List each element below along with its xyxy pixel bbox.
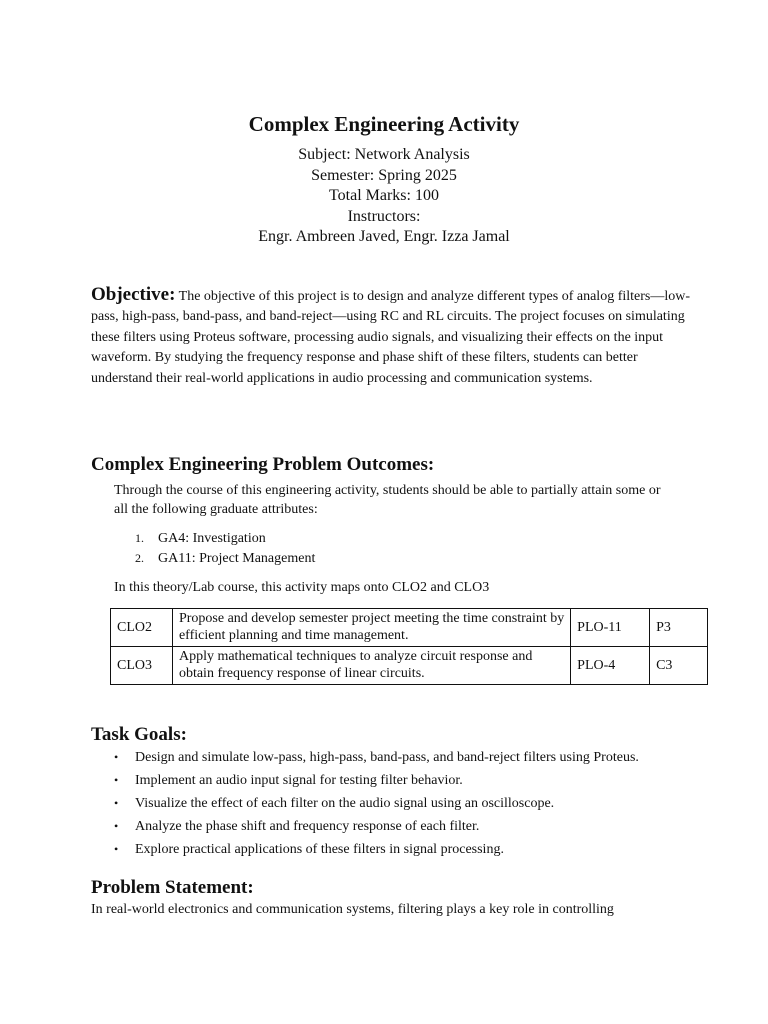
list-item-text: Analyze the phase shift and frequency response of each filter. <box>135 819 480 834</box>
bullet-icon: • <box>114 750 119 764</box>
clo-cell: CLO3 <box>111 647 173 685</box>
outcomes-heading: Complex Engineering Problem Outcomes: <box>91 454 435 475</box>
list-item-text: Design and simulate low-pass, high-pass, band-pass, and band-reject filters using Proteus. <box>135 750 639 765</box>
description-cell: Propose and develop semester project meeting the time constraint by efficient planning and time management. <box>172 609 570 647</box>
list-number: 2. <box>135 550 144 565</box>
clo-table <box>110 608 708 685</box>
list-item-text: Visualize the effect of each filter on the audio signal using an oscilloscope. <box>135 796 555 811</box>
level-cell: C3 <box>650 647 708 685</box>
list-item <box>114 838 639 861</box>
plo-cell: PLO-4 <box>571 647 650 685</box>
list-item-text: Explore practical applications of these filters in signal processing. <box>135 842 504 857</box>
problem-statement-heading: Problem Statement: <box>91 877 254 898</box>
objective-paragraph <box>91 285 691 389</box>
plo-cell: PLO-11 <box>571 609 650 647</box>
level-cell: P3 <box>650 609 708 647</box>
outcomes-intro: Through the course of this engineering activity, students should be able to partially attain some or all the following graduate attributes: <box>114 483 661 517</box>
document-header <box>0 111 768 248</box>
description-cell: Apply mathematical techniques to analyze circuit response and obtain frequency response of linear circuits. <box>172 647 570 685</box>
total-marks-line: Total Marks: 100 <box>329 187 439 204</box>
bullet-icon: • <box>114 796 119 810</box>
bullet-icon: • <box>114 842 119 856</box>
table-row <box>111 647 708 685</box>
list-item-text: Implement an audio input signal for testing filter behavior. <box>135 773 463 788</box>
subject-line: Subject: Network Analysis <box>298 146 470 163</box>
list-item <box>114 549 315 569</box>
list-item-text: GA4: Investigation <box>158 531 266 546</box>
objective-label: Objective: <box>91 284 176 305</box>
document-title: Complex Engineering Activity <box>248 112 520 136</box>
table-row <box>111 609 708 647</box>
bullet-icon: • <box>114 773 119 787</box>
list-item-text: GA11: Project Management <box>158 550 316 566</box>
list-item <box>114 792 639 815</box>
objective-text: The objective of this project is to design and analyze different types of analog filters—low-pass, high-pass, band-pass, and band-reject—using RC and RL circuits. The project focuses on simulating these filters using Proteus software, processing audio signals, and visualizing their effects on the input waveform. By studying the frequency response and phase shift of these filters, students can better understand their real-world applications in audio processing and communication systems. <box>91 289 691 386</box>
task-goals-list <box>114 746 639 861</box>
list-item <box>114 746 639 769</box>
graduate-attributes-list <box>114 529 315 568</box>
semester-line: Semester: Spring 2025 <box>311 166 457 184</box>
problem-statement-text: In real-world electronics and communication systems, filtering plays a key role in controlling <box>91 902 614 917</box>
list-number: 1. <box>135 531 144 545</box>
list-item <box>114 769 639 792</box>
task-goals-heading: Task Goals: <box>91 724 187 745</box>
bullet-icon: • <box>114 819 119 833</box>
clo-cell: CLO2 <box>111 609 173 647</box>
clo-mapping-line: In this theory/Lab course, this activity maps onto CLO2 and CLO3 <box>114 580 490 595</box>
instructors-names: Engr. Ambreen Javed, Engr. Izza Jamal <box>258 228 510 245</box>
list-item <box>114 815 639 838</box>
instructors-label: Instructors: <box>347 207 421 225</box>
list-item <box>114 529 315 549</box>
